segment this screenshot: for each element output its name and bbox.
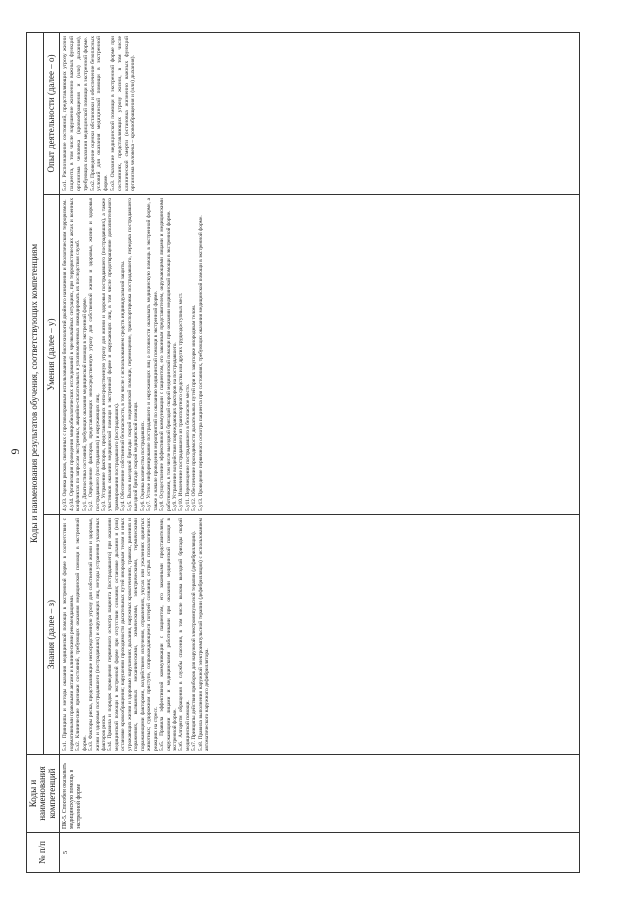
skill-item: 5.у6. Оценка количества пострадавших. bbox=[139, 421, 146, 511]
header-skills: Умения (далее – у) bbox=[43, 195, 60, 515]
header-row-group bbox=[27, 33, 44, 873]
header-codes: Коды и наименования компетенций bbox=[27, 755, 60, 833]
knowledge-cell bbox=[60, 515, 580, 755]
skill-item: 4.у33. Оценка рисков, связанных с противоправным использованием биотехнологий двойного назначения и биологическим терроризмом. bbox=[62, 199, 69, 511]
experience-cell bbox=[60, 33, 580, 195]
competency-cell: ПК-5. Способен оказывать медицинскую помощь в экстренной форме bbox=[60, 755, 580, 833]
knowledge-item: 5.з3. Факторы риска, представляющие непосредственную угрозу для собственной жизни и здоровья, жизни и здоровья пострадавшего (пострадавших) и окружающих лиц, методы устранения указанных факторов риска. bbox=[88, 518, 108, 751]
header-row-sub bbox=[43, 33, 60, 873]
page-number: 9 bbox=[8, 448, 22, 455]
skill-item: 5.у2. Определение факторов, представляющих непосредственную угрозу для собственной жизни и здоровья, жизни и здоровья пострадавшего (пострадавших) и окружающих лиц. bbox=[88, 198, 101, 511]
skill-item: 5.у8. Осуществление эффективной коммуникации с пациентом, его законным представителем, окружающими лицами и медицинскими работниками, в том числе выездной бригадой скорой медицинской помощи при оказании медицинской помощи в экстренной форме. bbox=[159, 198, 172, 511]
skill-item: 5.у7. Устное информирование пострадавшего и окружающих лиц о готовности оказывать медицинскую помощь в экстренной форме, а также о начале проведения мероприятий по оказанию медицинской помощи в экстренной форме. bbox=[146, 198, 159, 511]
skill-item: 5.у4. Обеспечение собственной безопасности, в том числе с использованием средств индивидуальной защиты. bbox=[120, 260, 127, 511]
knowledge-item: 5.з2. Клинические признаки состояний, требующих оказания медицинской помощи в экстренной форме. bbox=[75, 518, 88, 751]
knowledge-item: 5.з1. Принципы и методы оказания медицинской помощи в экстренной форме в соответствии с нормативными правовыми актами и клиническими рекомендациями. bbox=[62, 518, 75, 751]
header-experience: Опыт деятельности (далее – о) bbox=[43, 33, 60, 195]
skill-item: 5.у12. Обеспечение проходимости дыхательных путей при их закупорке инородным телом. bbox=[191, 304, 198, 511]
skill-item: 5.у5. Вызов выездной бригады скорой медицинской помощи, перемещение, транспортировка пострадавшего, передача пострадавшего выездной бригаде скорой медицинской помощи. bbox=[126, 198, 140, 511]
header-num: № п/п bbox=[27, 833, 60, 873]
skills-cell bbox=[60, 195, 580, 515]
knowledge-item: 5.з8. Правила выполнения наружной электроимпульсной терапии (дефибрилляции) с использованием автоматического наружного дефибриллятора. bbox=[197, 518, 211, 751]
skill-item: 5.у9. Устранение воздействия повреждающих факторов на пострадавшего. bbox=[172, 342, 179, 511]
skill-item: 5.у1. Диагностика состояний, требующих оказания медицинской помощи в экстренной форме. bbox=[81, 297, 88, 511]
experience-item: 5.о1. Распознавание состояний, представляющих угрозу жизни пациента, в том числе нарушение жизненно важных функций организма человека (кровообращения и (или) дыхания), требующих оказания медицинской помощи в экстренной форме. bbox=[62, 36, 89, 191]
header-results-group: Коды и наименования результатов обучения, соответствующих компетенциям bbox=[27, 33, 44, 755]
knowledge-item: 5.з4. Правила и порядок проведения первичного осмотра пациента (пострадавшего) при оказании медицинской помощи в экстренной форме при отсутствии сознания; остановке дыхания и (или) остановке кровообращения; нарушении проходимости дыхательных путей инородным телом и иных угрожающих жизни и здоровью нарушениях дыхания, наружных кровотечениях, травмах, ранениях и поражениях, вызванных механическими, химическими, электрическими, термическими поражающими факторами, воздействием излучения, отравлениях, укусах или ужалениях ядовитых животных; судорожном приступе, сопровождающемся потерей сознания; острых психологических реакциях на стресс. bbox=[107, 518, 159, 751]
skill-item: 5.у13. Проведение первичного осмотра пациента при состояниях, требующих оказания медицинской помощи в экстренной форме. bbox=[197, 215, 204, 511]
competency-table bbox=[26, 32, 580, 873]
experience-item: 5.о3. Оказание медицинской помощи в экстренной форме при состояниях, представляющих угрозу жизни, в том числе клинической смерти (остановка жизненно важных функций организма человека – кровообращения и (или) дыхания). bbox=[110, 36, 137, 191]
skill-item: 5.у11. Перемещение пострадавшего в безопасное место. bbox=[184, 383, 191, 511]
knowledge-item: 5.з5. Правила эффективной коммуникации с пациентом, его законными представителями, окружающими лицами и медицинскими работниками при оказании медицинской помощи в экстренной форме. bbox=[159, 518, 179, 751]
skill-item: 5.у3. Устранение факторов, представляющих непосредственную угрозу для жизни и здоровья пострадавшего (пострадавших), а также участников оказания медицинской помощи в экстренной форме и окружающих лиц, в том числе предотвращение дополнительного травмирования пострадавшего (пострадавших). bbox=[101, 198, 120, 511]
header-knowledge: Знания (далее – з) bbox=[43, 515, 60, 755]
skill-item: 4.у34. Организация проведения микробиологических исследований в чрезвычайных ситуациях, при террористических актах и военных конфликтах по запросам экстренных, аварийно-спасательных и уполномоченных ликвидировать их последствия служб. bbox=[68, 198, 82, 511]
knowledge-item: 5.з6. Алгоритм обращения в службы спасения, в том числе вызова выездной бригады скорой медицинской помощи. bbox=[178, 518, 191, 751]
row-number: 5 bbox=[60, 833, 580, 873]
skill-item: 5.у10. Извлечение пострадавшего из транспортного средства или других труднодоступных мест. bbox=[178, 292, 185, 511]
table-row bbox=[60, 33, 580, 873]
knowledge-item: 5.з7. Принципы действия приборов для наружной электроимпульсной терапии (дефибрилляции). bbox=[191, 531, 198, 751]
experience-item: 5.о2. Проведение оценки обстановки и обеспечение безопасных условий для оказания медицинской помощи в экстренной форме. bbox=[89, 36, 110, 191]
